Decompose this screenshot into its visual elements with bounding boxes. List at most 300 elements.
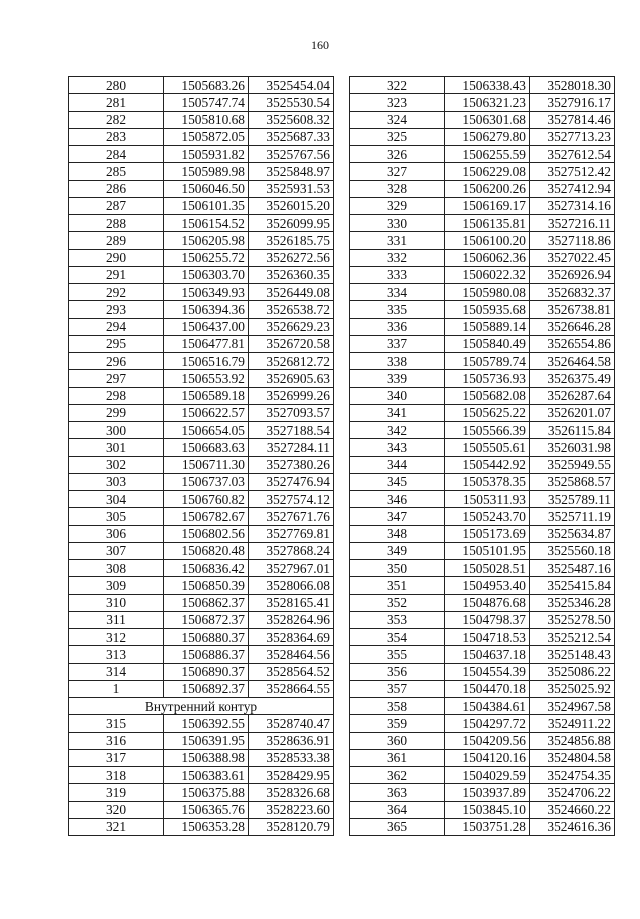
x-coordinate-cell: 1506437.00 bbox=[164, 318, 249, 335]
table-row bbox=[350, 301, 615, 318]
y-coordinate-cell: 3525789.11 bbox=[530, 491, 615, 508]
table-row bbox=[350, 422, 615, 439]
point-number-cell: 364 bbox=[350, 801, 445, 818]
x-coordinate-cell: 1505378.35 bbox=[445, 473, 530, 490]
x-coordinate-cell: 1506365.76 bbox=[164, 801, 249, 818]
table-row bbox=[69, 353, 334, 370]
table-row bbox=[350, 94, 615, 111]
y-coordinate-cell: 3527713.23 bbox=[530, 128, 615, 145]
table-row bbox=[69, 422, 334, 439]
point-number-cell: 350 bbox=[350, 560, 445, 577]
x-coordinate-cell: 1505243.70 bbox=[445, 508, 530, 525]
table-row bbox=[350, 801, 615, 818]
table-row bbox=[69, 801, 334, 818]
point-number-cell: 346 bbox=[350, 491, 445, 508]
point-number-cell: 358 bbox=[350, 698, 445, 715]
table-row bbox=[69, 180, 334, 197]
table-row bbox=[350, 680, 615, 697]
x-coordinate-cell: 1505505.61 bbox=[445, 439, 530, 456]
x-coordinate-cell: 1506683.63 bbox=[164, 439, 249, 456]
x-coordinate-cell: 1506135.81 bbox=[445, 215, 530, 232]
page-number: 160 bbox=[311, 38, 329, 52]
y-coordinate-cell: 3525148.43 bbox=[530, 646, 615, 663]
point-number-cell: 295 bbox=[69, 335, 164, 352]
x-coordinate-cell: 1505566.39 bbox=[445, 422, 530, 439]
x-coordinate-cell: 1506046.50 bbox=[164, 180, 249, 197]
x-coordinate-cell: 1506850.39 bbox=[164, 577, 249, 594]
y-coordinate-cell: 3525530.54 bbox=[249, 94, 334, 111]
x-coordinate-cell: 1506836.42 bbox=[164, 560, 249, 577]
y-coordinate-cell: 3528223.60 bbox=[249, 801, 334, 818]
point-number-cell: 282 bbox=[69, 111, 164, 128]
point-number-cell: 337 bbox=[350, 335, 445, 352]
x-coordinate-cell: 1505101.95 bbox=[445, 542, 530, 559]
coordinates-table-left bbox=[68, 76, 334, 836]
point-number-cell: 333 bbox=[350, 266, 445, 283]
x-coordinate-cell: 1504718.53 bbox=[445, 629, 530, 646]
point-number-cell: 356 bbox=[350, 663, 445, 680]
y-coordinate-cell: 3526905.63 bbox=[249, 370, 334, 387]
y-coordinate-cell: 3527512.42 bbox=[530, 163, 615, 180]
table-row bbox=[350, 318, 615, 335]
point-number-cell: 339 bbox=[350, 370, 445, 387]
table-row bbox=[350, 284, 615, 301]
table-row bbox=[69, 94, 334, 111]
y-coordinate-cell: 3525931.53 bbox=[249, 180, 334, 197]
y-coordinate-cell: 3526099.95 bbox=[249, 215, 334, 232]
x-coordinate-cell: 1504209.56 bbox=[445, 732, 530, 749]
table-row bbox=[69, 508, 334, 525]
point-number-cell: 294 bbox=[69, 318, 164, 335]
y-coordinate-cell: 3526185.75 bbox=[249, 232, 334, 249]
table-row bbox=[350, 439, 615, 456]
x-coordinate-cell: 1505789.74 bbox=[445, 353, 530, 370]
y-coordinate-cell: 3526738.81 bbox=[530, 301, 615, 318]
table-row bbox=[69, 784, 334, 801]
y-coordinate-cell: 3528165.41 bbox=[249, 594, 334, 611]
table-row bbox=[350, 698, 615, 715]
table-row bbox=[69, 318, 334, 335]
y-coordinate-cell: 3526999.26 bbox=[249, 387, 334, 404]
table-row bbox=[350, 646, 615, 663]
x-coordinate-cell: 1506880.37 bbox=[164, 629, 249, 646]
x-coordinate-cell: 1506892.37 bbox=[164, 680, 249, 697]
y-coordinate-cell: 3527093.57 bbox=[249, 404, 334, 421]
point-number-cell: 335 bbox=[350, 301, 445, 318]
table-row bbox=[350, 249, 615, 266]
y-coordinate-cell: 3525278.50 bbox=[530, 611, 615, 628]
point-number-cell: 303 bbox=[69, 473, 164, 490]
y-coordinate-cell: 3527476.94 bbox=[249, 473, 334, 490]
point-number-cell: 315 bbox=[69, 715, 164, 732]
y-coordinate-cell: 3528326.68 bbox=[249, 784, 334, 801]
point-number-cell: 316 bbox=[69, 732, 164, 749]
x-coordinate-cell: 1506349.93 bbox=[164, 284, 249, 301]
x-coordinate-cell: 1506886.37 bbox=[164, 646, 249, 663]
x-coordinate-cell: 1506022.32 bbox=[445, 266, 530, 283]
table-row bbox=[69, 284, 334, 301]
table-row bbox=[350, 577, 615, 594]
y-coordinate-cell: 3527868.24 bbox=[249, 542, 334, 559]
y-coordinate-cell: 3527412.94 bbox=[530, 180, 615, 197]
y-coordinate-cell: 3524754.35 bbox=[530, 767, 615, 784]
y-coordinate-cell: 3525560.18 bbox=[530, 542, 615, 559]
x-coordinate-cell: 1504297.72 bbox=[445, 715, 530, 732]
y-coordinate-cell: 3528464.56 bbox=[249, 646, 334, 663]
y-coordinate-cell: 3526812.72 bbox=[249, 353, 334, 370]
point-number-cell: 328 bbox=[350, 180, 445, 197]
point-number-cell: 351 bbox=[350, 577, 445, 594]
y-coordinate-cell: 3526629.23 bbox=[249, 318, 334, 335]
table-row bbox=[69, 370, 334, 387]
table-row bbox=[69, 215, 334, 232]
y-coordinate-cell: 3525608.32 bbox=[249, 111, 334, 128]
table-row bbox=[350, 146, 615, 163]
point-number-cell: 319 bbox=[69, 784, 164, 801]
table-row bbox=[69, 249, 334, 266]
table-row bbox=[69, 146, 334, 163]
point-number-cell: 299 bbox=[69, 404, 164, 421]
table-row bbox=[350, 663, 615, 680]
x-coordinate-cell: 1505810.68 bbox=[164, 111, 249, 128]
x-coordinate-cell: 1504554.39 bbox=[445, 663, 530, 680]
point-number-cell: 291 bbox=[69, 266, 164, 283]
point-number-cell: 341 bbox=[350, 404, 445, 421]
point-number-cell: 288 bbox=[69, 215, 164, 232]
x-coordinate-cell: 1504876.68 bbox=[445, 594, 530, 611]
x-coordinate-cell: 1506782.67 bbox=[164, 508, 249, 525]
x-coordinate-cell: 1505931.82 bbox=[164, 146, 249, 163]
point-number-cell: 347 bbox=[350, 508, 445, 525]
x-coordinate-cell: 1506477.81 bbox=[164, 335, 249, 352]
x-coordinate-cell: 1504384.61 bbox=[445, 698, 530, 715]
x-coordinate-cell: 1504637.18 bbox=[445, 646, 530, 663]
table-row bbox=[350, 197, 615, 214]
table-row bbox=[350, 456, 615, 473]
point-number-cell: 308 bbox=[69, 560, 164, 577]
table-row bbox=[69, 611, 334, 628]
y-coordinate-cell: 3527769.81 bbox=[249, 525, 334, 542]
point-number-cell: 301 bbox=[69, 439, 164, 456]
point-number-cell: 326 bbox=[350, 146, 445, 163]
x-coordinate-cell: 1505683.26 bbox=[164, 77, 249, 94]
y-coordinate-cell: 3525346.28 bbox=[530, 594, 615, 611]
point-number-cell: 297 bbox=[69, 370, 164, 387]
point-number-cell: 281 bbox=[69, 94, 164, 111]
point-number-cell: 306 bbox=[69, 525, 164, 542]
point-number-cell: 314 bbox=[69, 663, 164, 680]
table-row bbox=[350, 525, 615, 542]
x-coordinate-cell: 1506229.08 bbox=[445, 163, 530, 180]
y-coordinate-cell: 3528429.95 bbox=[249, 767, 334, 784]
y-coordinate-cell: 3526375.49 bbox=[530, 370, 615, 387]
y-coordinate-cell: 3526926.94 bbox=[530, 266, 615, 283]
x-coordinate-cell: 1504953.40 bbox=[445, 577, 530, 594]
y-coordinate-cell: 3525454.04 bbox=[249, 77, 334, 94]
section-header-row bbox=[69, 698, 334, 715]
y-coordinate-cell: 3526115.84 bbox=[530, 422, 615, 439]
x-coordinate-cell: 1505736.93 bbox=[445, 370, 530, 387]
x-coordinate-cell: 1505625.22 bbox=[445, 404, 530, 421]
x-coordinate-cell: 1505311.93 bbox=[445, 491, 530, 508]
x-coordinate-cell: 1505840.49 bbox=[445, 335, 530, 352]
x-coordinate-cell: 1506516.79 bbox=[164, 353, 249, 370]
point-number-cell: 359 bbox=[350, 715, 445, 732]
x-coordinate-cell: 1506622.57 bbox=[164, 404, 249, 421]
y-coordinate-cell: 3526015.20 bbox=[249, 197, 334, 214]
point-number-cell: 300 bbox=[69, 422, 164, 439]
y-coordinate-cell: 3528018.30 bbox=[530, 77, 615, 94]
point-number-cell: 338 bbox=[350, 353, 445, 370]
point-number-cell: 329 bbox=[350, 197, 445, 214]
x-coordinate-cell: 1503845.10 bbox=[445, 801, 530, 818]
point-number-cell: 344 bbox=[350, 456, 445, 473]
point-number-cell: 352 bbox=[350, 594, 445, 611]
y-coordinate-cell: 3526720.58 bbox=[249, 335, 334, 352]
y-coordinate-cell: 3527671.76 bbox=[249, 508, 334, 525]
x-coordinate-cell: 1506802.56 bbox=[164, 525, 249, 542]
y-coordinate-cell: 3524856.88 bbox=[530, 732, 615, 749]
point-number-cell: 342 bbox=[350, 422, 445, 439]
x-coordinate-cell: 1506062.36 bbox=[445, 249, 530, 266]
x-coordinate-cell: 1506862.37 bbox=[164, 594, 249, 611]
table-row bbox=[69, 629, 334, 646]
y-coordinate-cell: 3528364.69 bbox=[249, 629, 334, 646]
table-row bbox=[69, 456, 334, 473]
y-coordinate-cell: 3528564.52 bbox=[249, 663, 334, 680]
x-coordinate-cell: 1503937.89 bbox=[445, 784, 530, 801]
y-coordinate-cell: 3526538.72 bbox=[249, 301, 334, 318]
table-row bbox=[69, 663, 334, 680]
x-coordinate-cell: 1506100.20 bbox=[445, 232, 530, 249]
y-coordinate-cell: 3527188.54 bbox=[249, 422, 334, 439]
point-number-cell: 336 bbox=[350, 318, 445, 335]
y-coordinate-cell: 3525767.56 bbox=[249, 146, 334, 163]
point-number-cell: 304 bbox=[69, 491, 164, 508]
x-coordinate-cell: 1504470.18 bbox=[445, 680, 530, 697]
table-row bbox=[350, 128, 615, 145]
table-row bbox=[69, 818, 334, 835]
table-row bbox=[69, 542, 334, 559]
y-coordinate-cell: 3527916.17 bbox=[530, 94, 615, 111]
y-coordinate-cell: 3527314.16 bbox=[530, 197, 615, 214]
x-coordinate-cell: 1506338.43 bbox=[445, 77, 530, 94]
table-row bbox=[69, 732, 334, 749]
y-coordinate-cell: 3527814.46 bbox=[530, 111, 615, 128]
x-coordinate-cell: 1506169.17 bbox=[445, 197, 530, 214]
point-number-cell: 327 bbox=[350, 163, 445, 180]
y-coordinate-cell: 3526464.58 bbox=[530, 353, 615, 370]
x-coordinate-cell: 1506654.05 bbox=[164, 422, 249, 439]
point-number-cell: 348 bbox=[350, 525, 445, 542]
point-number-cell: 330 bbox=[350, 215, 445, 232]
x-coordinate-cell: 1506255.72 bbox=[164, 249, 249, 266]
y-coordinate-cell: 3525212.54 bbox=[530, 629, 615, 646]
x-coordinate-cell: 1506205.98 bbox=[164, 232, 249, 249]
table-row bbox=[350, 732, 615, 749]
table-row bbox=[69, 560, 334, 577]
point-number-cell: 332 bbox=[350, 249, 445, 266]
point-number-cell: 298 bbox=[69, 387, 164, 404]
x-coordinate-cell: 1505747.74 bbox=[164, 94, 249, 111]
y-coordinate-cell: 3528066.08 bbox=[249, 577, 334, 594]
y-coordinate-cell: 3525086.22 bbox=[530, 663, 615, 680]
table-row bbox=[69, 387, 334, 404]
x-coordinate-cell: 1506255.59 bbox=[445, 146, 530, 163]
table-row bbox=[350, 715, 615, 732]
x-coordinate-cell: 1505173.69 bbox=[445, 525, 530, 542]
y-coordinate-cell: 3527216.11 bbox=[530, 215, 615, 232]
x-coordinate-cell: 1506711.30 bbox=[164, 456, 249, 473]
y-coordinate-cell: 3527574.12 bbox=[249, 491, 334, 508]
y-coordinate-cell: 3527380.26 bbox=[249, 456, 334, 473]
table-row bbox=[350, 353, 615, 370]
y-coordinate-cell: 3528120.79 bbox=[249, 818, 334, 835]
point-number-cell: 317 bbox=[69, 749, 164, 766]
table-row bbox=[69, 473, 334, 490]
x-coordinate-cell: 1506394.36 bbox=[164, 301, 249, 318]
table-row bbox=[350, 404, 615, 421]
x-coordinate-cell: 1506388.98 bbox=[164, 749, 249, 766]
x-coordinate-cell: 1505889.14 bbox=[445, 318, 530, 335]
point-number-cell: 324 bbox=[350, 111, 445, 128]
y-coordinate-cell: 3525687.33 bbox=[249, 128, 334, 145]
table-row bbox=[350, 163, 615, 180]
x-coordinate-cell: 1506872.37 bbox=[164, 611, 249, 628]
point-number-cell: 313 bbox=[69, 646, 164, 663]
y-coordinate-cell: 3524616.36 bbox=[530, 818, 615, 835]
section-header: Внутренний контур bbox=[69, 698, 334, 715]
x-coordinate-cell: 1504029.59 bbox=[445, 767, 530, 784]
point-number-cell: 355 bbox=[350, 646, 445, 663]
x-coordinate-cell: 1503751.28 bbox=[445, 818, 530, 835]
point-number-cell: 309 bbox=[69, 577, 164, 594]
point-number-cell: 323 bbox=[350, 94, 445, 111]
table-row bbox=[69, 715, 334, 732]
table-row bbox=[350, 215, 615, 232]
point-number-cell: 1 bbox=[69, 680, 164, 697]
point-number-cell: 293 bbox=[69, 301, 164, 318]
x-coordinate-cell: 1506303.70 bbox=[164, 266, 249, 283]
y-coordinate-cell: 3526832.37 bbox=[530, 284, 615, 301]
point-number-cell: 307 bbox=[69, 542, 164, 559]
x-coordinate-cell: 1506391.95 bbox=[164, 732, 249, 749]
point-number-cell: 311 bbox=[69, 611, 164, 628]
table-row bbox=[69, 646, 334, 663]
y-coordinate-cell: 3526031.98 bbox=[530, 439, 615, 456]
table-row bbox=[69, 197, 334, 214]
x-coordinate-cell: 1506279.80 bbox=[445, 128, 530, 145]
y-coordinate-cell: 3527022.45 bbox=[530, 249, 615, 266]
table-row bbox=[350, 387, 615, 404]
table-row bbox=[69, 111, 334, 128]
table-row bbox=[69, 232, 334, 249]
y-coordinate-cell: 3525025.92 bbox=[530, 680, 615, 697]
point-number-cell: 287 bbox=[69, 197, 164, 214]
table-row bbox=[350, 560, 615, 577]
point-number-cell: 349 bbox=[350, 542, 445, 559]
point-number-cell: 360 bbox=[350, 732, 445, 749]
x-coordinate-cell: 1506553.92 bbox=[164, 370, 249, 387]
table-row bbox=[350, 629, 615, 646]
y-coordinate-cell: 3527612.54 bbox=[530, 146, 615, 163]
point-number-cell: 343 bbox=[350, 439, 445, 456]
y-coordinate-cell: 3524660.22 bbox=[530, 801, 615, 818]
y-coordinate-cell: 3525487.16 bbox=[530, 560, 615, 577]
point-number-cell: 320 bbox=[69, 801, 164, 818]
point-number-cell: 283 bbox=[69, 128, 164, 145]
point-number-cell: 290 bbox=[69, 249, 164, 266]
point-number-cell: 334 bbox=[350, 284, 445, 301]
x-coordinate-cell: 1505980.08 bbox=[445, 284, 530, 301]
y-coordinate-cell: 3526287.64 bbox=[530, 387, 615, 404]
point-number-cell: 361 bbox=[350, 749, 445, 766]
table-row bbox=[69, 77, 334, 94]
point-number-cell: 353 bbox=[350, 611, 445, 628]
table-row bbox=[69, 594, 334, 611]
x-coordinate-cell: 1505028.51 bbox=[445, 560, 530, 577]
x-coordinate-cell: 1506383.61 bbox=[164, 767, 249, 784]
x-coordinate-cell: 1506589.18 bbox=[164, 387, 249, 404]
y-coordinate-cell: 3526449.08 bbox=[249, 284, 334, 301]
y-coordinate-cell: 3524911.22 bbox=[530, 715, 615, 732]
point-number-cell: 289 bbox=[69, 232, 164, 249]
point-number-cell: 354 bbox=[350, 629, 445, 646]
x-coordinate-cell: 1505872.05 bbox=[164, 128, 249, 145]
table-row bbox=[69, 491, 334, 508]
x-coordinate-cell: 1506737.03 bbox=[164, 473, 249, 490]
point-number-cell: 286 bbox=[69, 180, 164, 197]
point-number-cell: 331 bbox=[350, 232, 445, 249]
y-coordinate-cell: 3527118.86 bbox=[530, 232, 615, 249]
table-row bbox=[350, 818, 615, 835]
y-coordinate-cell: 3528740.47 bbox=[249, 715, 334, 732]
y-coordinate-cell: 3526201.07 bbox=[530, 404, 615, 421]
point-number-cell: 292 bbox=[69, 284, 164, 301]
y-coordinate-cell: 3524706.22 bbox=[530, 784, 615, 801]
x-coordinate-cell: 1506760.82 bbox=[164, 491, 249, 508]
y-coordinate-cell: 3528264.96 bbox=[249, 611, 334, 628]
point-number-cell: 357 bbox=[350, 680, 445, 697]
table-row bbox=[350, 767, 615, 784]
point-number-cell: 325 bbox=[350, 128, 445, 145]
coordinates-table-right bbox=[349, 76, 615, 836]
point-number-cell: 305 bbox=[69, 508, 164, 525]
y-coordinate-cell: 3525848.97 bbox=[249, 163, 334, 180]
y-coordinate-cell: 3526646.28 bbox=[530, 318, 615, 335]
point-number-cell: 310 bbox=[69, 594, 164, 611]
table-row bbox=[350, 335, 615, 352]
table-row bbox=[69, 767, 334, 784]
table-row bbox=[69, 266, 334, 283]
y-coordinate-cell: 3525415.84 bbox=[530, 577, 615, 594]
x-coordinate-cell: 1506154.52 bbox=[164, 215, 249, 232]
table-row bbox=[69, 335, 334, 352]
x-coordinate-cell: 1506392.55 bbox=[164, 715, 249, 732]
table-row bbox=[350, 180, 615, 197]
point-number-cell: 321 bbox=[69, 818, 164, 835]
y-coordinate-cell: 3526272.56 bbox=[249, 249, 334, 266]
table-row bbox=[350, 370, 615, 387]
y-coordinate-cell: 3527967.01 bbox=[249, 560, 334, 577]
y-coordinate-cell: 3525949.55 bbox=[530, 456, 615, 473]
table-row bbox=[69, 404, 334, 421]
point-number-cell: 363 bbox=[350, 784, 445, 801]
x-coordinate-cell: 1505989.98 bbox=[164, 163, 249, 180]
table-row bbox=[69, 163, 334, 180]
table-row bbox=[350, 491, 615, 508]
x-coordinate-cell: 1506353.28 bbox=[164, 818, 249, 835]
